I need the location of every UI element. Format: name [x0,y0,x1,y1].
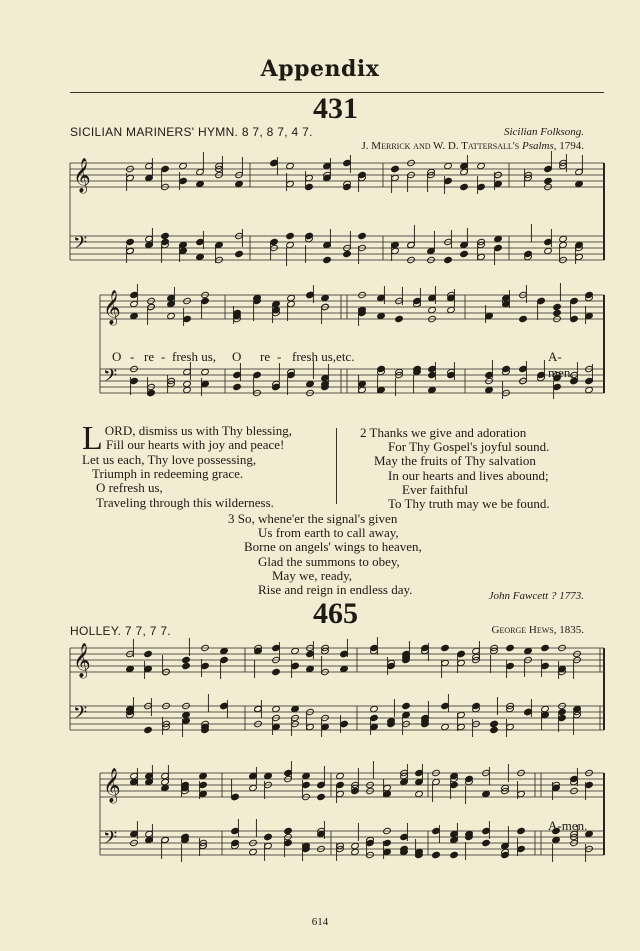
hymn-431-verse-3 [228,512,488,597]
svg-text:𝄢: 𝄢 [73,703,88,728]
hymn-465-amen: A-men. [548,818,588,833]
svg-text:𝄞: 𝄞 [73,158,91,193]
source-work: Psalms, [521,140,557,152]
underlay-syllable: fresh us,etc. [292,349,355,364]
hymn-431-tune-name: SICILIAN MARINERS' HYMN. 8 7, 8 7, 4 7. [70,125,313,139]
underlay-syllable: fresh us, [172,349,217,364]
verse-line: Glad the summons to obey, [258,553,400,569]
hymn-431-verse-1 [82,420,338,510]
hymn-431-verse-2 [360,426,600,511]
svg-text:𝄞: 𝄞 [103,290,121,325]
underlay-syllable: re [144,349,155,364]
verse-line: Traveling through this wilderness. [96,494,274,510]
hymn-465-number: 465 [313,597,358,630]
verse-line: To Thy truth may we be found. [388,496,550,512]
verse-line: Borne on angels' wings to heaven, [244,539,422,555]
verse-line: May the fruits of Thy salvation [374,453,536,469]
hymn-431-amen: A-men. [548,349,574,380]
verse-line: 3 So, whene'er the signal's given [228,511,398,526]
verse-line: ORD, dismiss us with Thy blessing, [104,423,292,438]
verse-line: Ever faithful [402,481,469,497]
verse-line: Us from earth to call away, [258,525,399,541]
verse-line: 2 Thanks we give and adoration [360,425,527,440]
hymn-465-composer: George Hews, 1835. [491,624,584,636]
source-year: 1794. [559,140,584,152]
page-number: 614 [311,916,329,928]
verse-line: May we, ready, [272,567,353,583]
verse-line: Let us each, Thy love possessing, [82,452,257,467]
hymn-431-composer: Sicilian Folksong. [503,126,584,138]
verse-line: O refresh us, [96,480,163,496]
drop-cap: L [82,420,103,457]
underlay-syllable: - [130,349,135,364]
hymn-431-author: John Fawcett ? 1773. [488,590,584,602]
source-names: J. Merrick and W. D. Tattersall's [361,140,520,152]
hymn-431-number: 431 [313,92,358,125]
underlay-syllable: re [260,349,271,364]
hymn-465-tune-name: HOLLEY. 7 7, 7 7. [70,624,171,638]
svg-text:𝄞: 𝄞 [73,643,91,678]
verse-line: Rise and reign in endless day. [258,582,413,598]
verse-line: Fill our hearts with joy and peace! [106,437,285,453]
verse-line: For Thy Gospel's joyful sound. [388,439,550,455]
appendix-heading: Appendix [260,56,380,82]
svg-text:𝄢: 𝄢 [103,366,118,391]
verse-line: Triumph in redeeming grace. [92,466,244,482]
underlay-syllable: - [161,349,166,364]
svg-text:𝄞: 𝄞 [103,768,121,803]
underlay-syllable: - [277,349,282,364]
underlay-syllable: O [232,349,242,364]
svg-text:𝄢: 𝄢 [103,828,118,853]
svg-text:𝄢: 𝄢 [73,233,88,258]
verse-line: In our hearts and lives abound; [388,467,549,483]
underlay-syllable: O [112,349,122,364]
verse-divider [336,428,337,504]
